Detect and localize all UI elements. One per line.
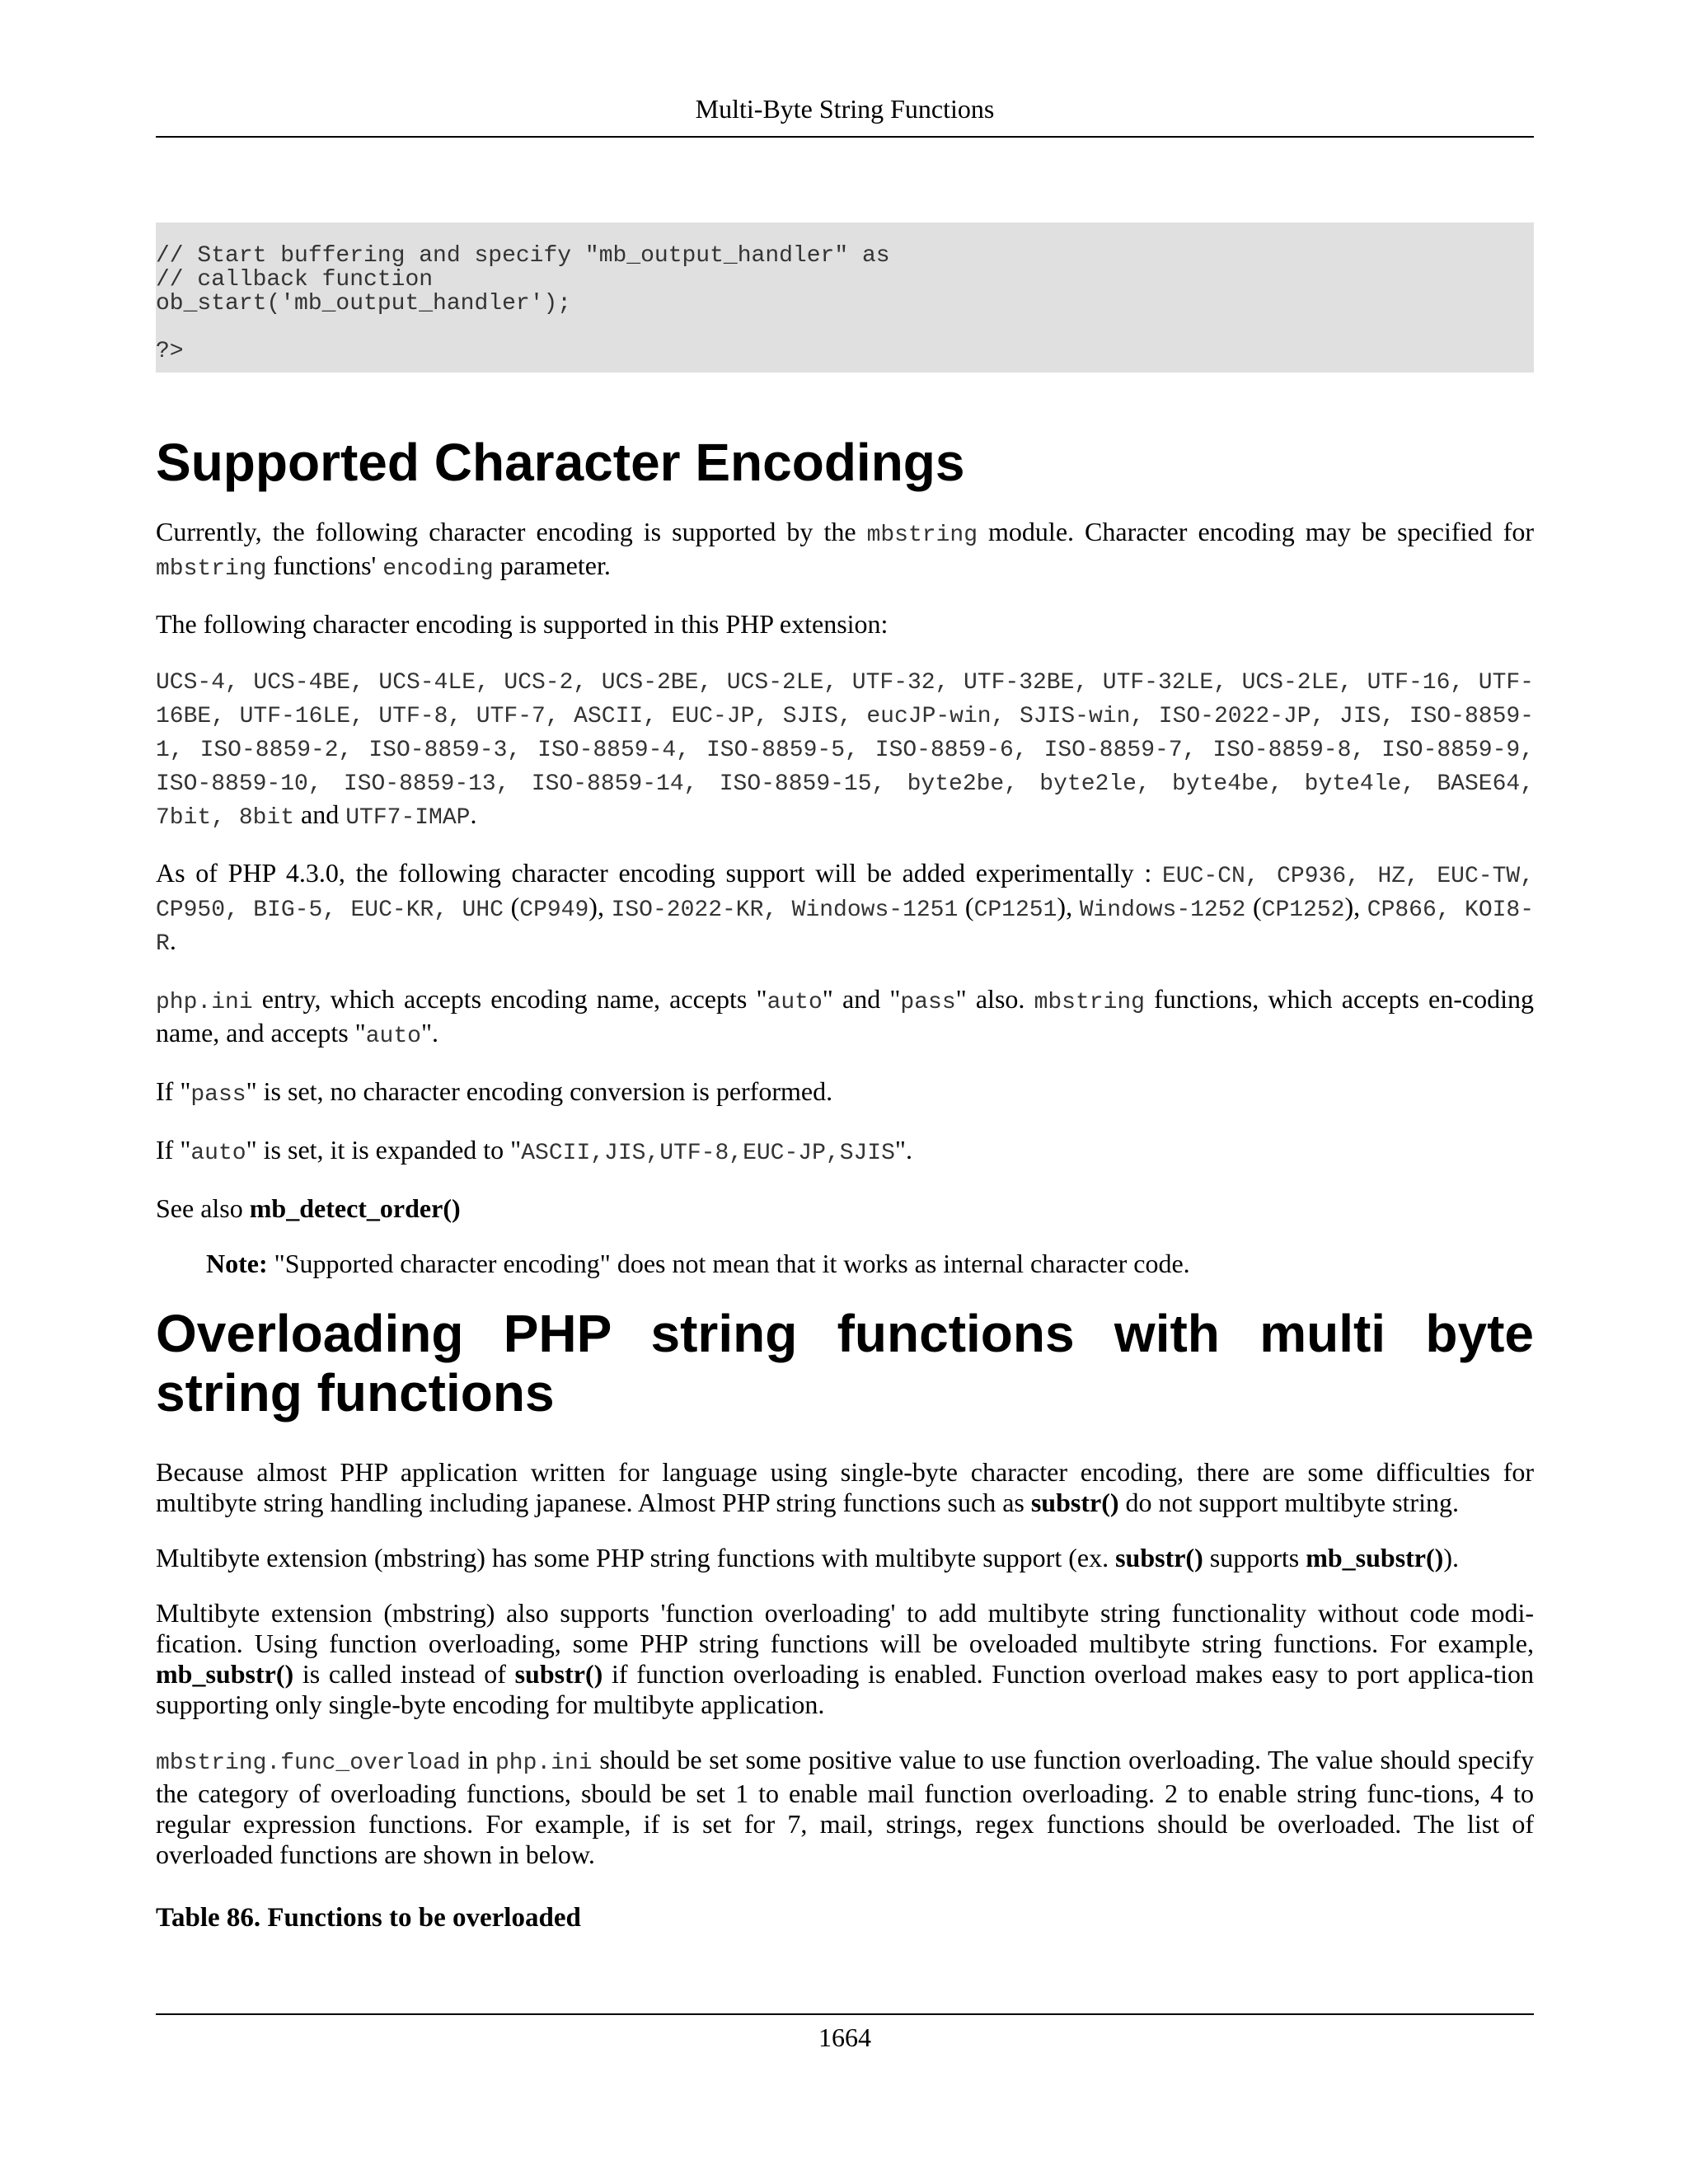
code-line: // callback function	[156, 267, 434, 293]
text: If "	[156, 1076, 191, 1106]
inline-code: mbstring.func_overload	[156, 1750, 461, 1776]
inline-code: auto	[767, 990, 823, 1015]
inline-code: CP866, KOI8-R	[156, 898, 1535, 957]
header-rule	[156, 136, 1534, 138]
inline-code: mbstring	[156, 556, 267, 582]
inline-code: mbstring	[1034, 990, 1145, 1015]
inline-code: ISO-2022-KR, Windows-1251	[611, 898, 959, 923]
paragraph-auto	[156, 1135, 1534, 1169]
footer-rule	[156, 2013, 1534, 2015]
inline-code: CP1251	[973, 898, 1057, 923]
inline-code: Windows-1252	[1079, 898, 1246, 923]
text: See also	[156, 1193, 250, 1223]
running-header: Multi-Byte String Functions	[695, 94, 995, 124]
function-name: mb_substr()	[1306, 1543, 1444, 1572]
text: If "	[156, 1135, 191, 1165]
inline-code: UTF7-IMAP	[345, 805, 471, 831]
text: ".	[420, 1018, 438, 1047]
inline-code: php.ini	[495, 1750, 593, 1776]
paragraph-encoding-list	[156, 664, 1534, 833]
inline-code: encoding	[382, 556, 494, 582]
text: and	[294, 799, 346, 829]
text: should be set some positive value to use function overloading. The value should specify the category of overloading functions, sbould be set 1 to enable mail function overloading. 2 to enable string func-tions, 4 to regular expression functions. For example, if is set for 7, mail, strings, regex functions should be overloaded. The list of overloaded functions are shown in below.	[156, 1745, 1535, 1869]
paragraph-function-overloading	[156, 1598, 1534, 1720]
text: do not support multibyte string.	[1118, 1488, 1459, 1517]
text: is called instead of	[293, 1659, 515, 1689]
inline-code: php.ini	[156, 990, 253, 1015]
text: .	[470, 799, 477, 829]
text: in	[460, 1745, 495, 1774]
text: parameter.	[493, 551, 611, 580]
text: Multibyte extension (mbstring) has some PHP string functions with multibyte support (ex.	[156, 1543, 1116, 1572]
inline-code: CP1252	[1261, 898, 1345, 923]
paragraph-func-overload-setting	[156, 1745, 1534, 1870]
section-heading-encodings: Supported Character Encodings	[156, 433, 965, 492]
text: ).	[1443, 1543, 1459, 1572]
text: .	[169, 926, 176, 955]
function-name: substr()	[1030, 1488, 1119, 1517]
text: (	[1245, 892, 1262, 921]
text: functions'	[266, 551, 383, 580]
paragraph-see-also	[156, 1193, 1534, 1224]
inline-code: EUC-CN, CP936, HZ, EUC-TW, CP950, BIG-5, EUC-KR, UHC	[156, 864, 1534, 923]
paragraph-overload-intro	[156, 1457, 1534, 1518]
inline-code: pass	[190, 1082, 246, 1108]
paragraph-php-ini	[156, 984, 1534, 1052]
inline-code: pass	[900, 990, 956, 1015]
text: " and "	[822, 984, 901, 1014]
table-caption: Table 86. Functions to be overloaded	[156, 1903, 581, 1933]
section-heading-overloading: Overloading PHP string functions with multi byte string functions	[156, 1304, 1534, 1422]
text: functions, which accepts en-coding name, and accepts "	[156, 984, 1535, 1047]
text: Multibyte extension (mbstring) also supports 'function overloading' to add multibyte string functionality without code modi-fication. Using function overloading, some PHP string functions will be oveloaded multibyte string functions. For example,	[156, 1598, 1534, 1658]
inline-code: CP949	[519, 898, 589, 923]
main-content	[156, 433, 1534, 1934]
encoding-list: UCS-4, UCS-4BE, UCS-4LE, UCS-2, UCS-2BE, UCS-2LE, UTF-32, UTF-32BE, UTF-32LE, UCS-2LE, UTF-16, UTF-16BE, UTF-16LE, UTF-8, UTF-7, ASCII, EUC-JP, SJIS, eucJP-win, SJIS-win, ISO-2022-JP, JIS, ISO-8859-1, ISO-8859-2, ISO-8859-3, ISO-8859-4, ISO-8859-5, ISO-8859-6, ISO-8859-7, ISO-8859-8, ISO-8859-9, ISO-8859-10, ISO-8859-13, ISO-8859-14, ISO-8859-15, byte2be, byte2le, byte4be, byte4le, BASE64, 7bit, 8bit	[156, 670, 1534, 831]
note	[206, 1249, 1534, 1279]
paragraph-pass	[156, 1076, 1534, 1110]
page-number: 1664	[818, 2022, 871, 2052]
paragraph-supported: The following character encoding is supported in this PHP extension:	[156, 609, 889, 639]
code-line: ?>	[156, 339, 184, 364]
text: Because almost PHP application written for language using single-byte character encoding, there are some difficulties for multibyte string handling including japanese. Almost PHP string functions such as	[156, 1457, 1534, 1517]
text: " is set, no character encoding conversion is performed.	[246, 1076, 833, 1106]
inline-code: ASCII,JIS,UTF-8,EUC-JP,SJIS	[521, 1141, 895, 1166]
paragraph-experimental	[156, 858, 1534, 959]
note-label: Note:	[206, 1249, 268, 1278]
code-line: // Start buffering and specify "mb_output_handler" as	[156, 243, 890, 269]
function-link[interactable]: mb_detect_order()	[249, 1193, 461, 1223]
text: As of PHP 4.3.0, the following character encoding support will be added experimentally :	[156, 858, 1162, 888]
code-line: ob_start('mb_output_handler');	[156, 291, 572, 316]
code-block	[156, 223, 1534, 373]
text: (	[958, 892, 974, 921]
text: ),	[1344, 892, 1367, 921]
text: " is set, it is expanded to "	[246, 1135, 522, 1165]
text: ".	[894, 1135, 912, 1165]
note-text: "Supported character encoding" does not mean that it works as internal character code.	[267, 1249, 1190, 1278]
inline-code: mbstring	[866, 523, 978, 548]
function-name: mb_substr()	[156, 1659, 294, 1689]
text: ),	[588, 892, 612, 921]
text: module. Character encoding may be specified for	[978, 517, 1535, 546]
text: if function overloading is enabled. Function overload makes easy to port applica-tion supporting only single-byte encoding for multibyte application.	[156, 1659, 1534, 1719]
function-name: substr()	[1115, 1543, 1203, 1572]
inline-code: auto	[365, 1024, 421, 1049]
text: " also.	[955, 984, 1034, 1014]
inline-code: auto	[190, 1141, 246, 1166]
paragraph-intro	[156, 517, 1534, 584]
document-page	[156, 0, 1534, 2184]
text: entry, which accepts encoding name, accepts "	[252, 984, 767, 1014]
text: ),	[1057, 892, 1080, 921]
paragraph-mbstring-support	[156, 1543, 1534, 1573]
function-name: substr()	[514, 1659, 603, 1689]
text: (	[503, 892, 520, 921]
text: supports	[1203, 1543, 1306, 1572]
text: Currently, the following character encoding is supported by the	[156, 517, 867, 546]
